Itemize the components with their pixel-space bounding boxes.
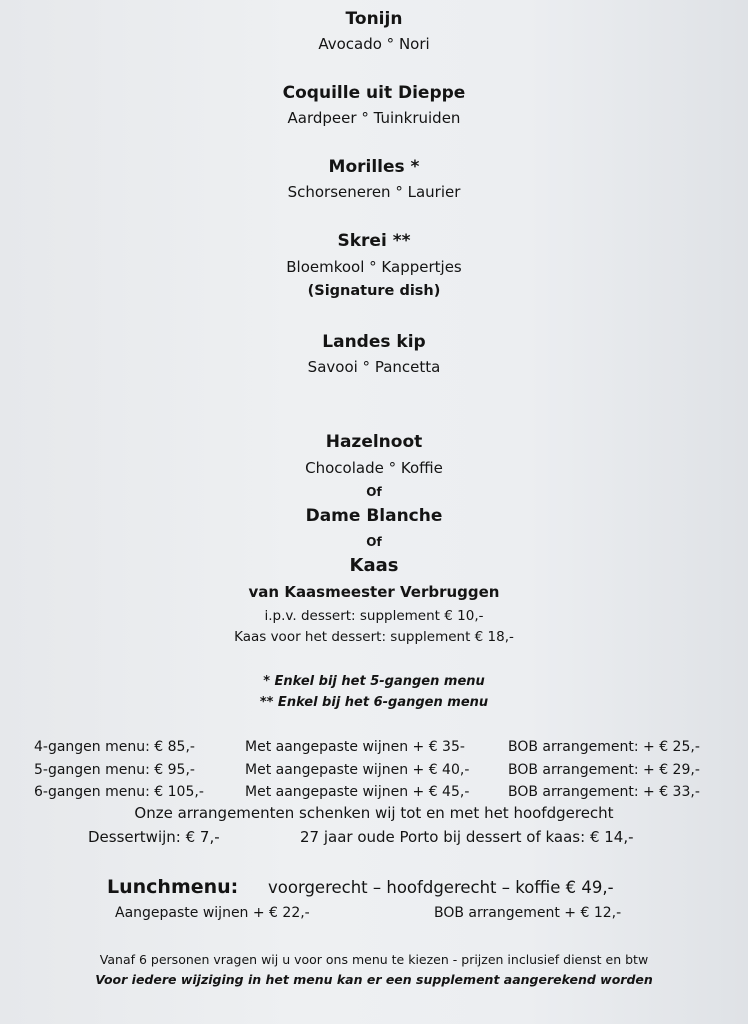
course-title: Tonijn <box>345 9 403 29</box>
course-title: Skrei ** <box>337 231 411 251</box>
arrangement-note: Onze arrangementen schenken wij tot en met het hoofdgerecht <box>134 804 614 822</box>
price-menu: 6-gangen menu: € 105,- <box>34 784 204 800</box>
dessert-alt-title: Dame Blanche <box>305 506 443 526</box>
course-description: Savooi ° Pancetta <box>307 358 441 376</box>
course-description: Avocado ° Nori <box>318 35 430 53</box>
footer-info: Vanaf 6 personen vragen wij u voor ons menu te kiezen - prijzen inclusief dienst en btw <box>99 952 649 967</box>
price-menu: 4-gangen menu: € 85,- <box>34 739 195 755</box>
footer-warning: Voor iedere wijziging in het menu kan er een supplement aangerekend worden <box>95 972 653 987</box>
course-description: Aardpeer ° Tuinkruiden <box>287 109 461 127</box>
lunch-bob-price: BOB arrangement + € 12,- <box>434 905 622 921</box>
price-bob: BOB arrangement: + € 33,- <box>508 784 700 800</box>
porto-price: 27 jaar oude Porto bij dessert of kaas: € 14,- <box>300 828 634 846</box>
lunch-wine-price: Aangepaste wijnen + € 22,- <box>115 905 310 921</box>
price-wine: Met aangepaste wijnen + € 35- <box>245 739 465 755</box>
signature-dish-label: (Signature dish) <box>307 283 441 299</box>
or-separator: Of <box>366 485 382 499</box>
price-wine: Met aangepaste wijnen + € 40,- <box>245 762 470 778</box>
price-wine: Met aangepaste wijnen + € 45,- <box>245 784 470 800</box>
dessert-title: Hazelnoot <box>325 432 423 452</box>
lunch-menu-title: Lunchmenu: <box>107 876 239 898</box>
dessert-wine-price: Dessertwijn: € 7,- <box>88 828 220 846</box>
cheese-supplier: van Kaasmeester Verbruggen <box>248 583 500 601</box>
course-description: Bloemkool ° Kappertjes <box>286 258 462 276</box>
footnote-6-course: ** Enkel bij het 6-gangen menu <box>259 695 489 710</box>
footnote-5-course: * Enkel bij het 5-gangen menu <box>263 674 485 689</box>
course-title: Landes kip <box>322 332 426 352</box>
price-bob: BOB arrangement: + € 29,- <box>508 762 700 778</box>
cheese-title: Kaas <box>349 555 399 576</box>
course-title: Morilles * <box>328 157 420 177</box>
or-separator: Of <box>366 535 382 549</box>
cheese-supplement: Kaas voor het dessert: supplement € 18,- <box>234 629 514 645</box>
dessert-description: Chocolade ° Koffie <box>305 459 443 477</box>
lunch-menu-line: voorgerecht – hoofdgerecht – koffie € 49,- <box>268 878 614 897</box>
cheese-supplement: i.p.v. dessert: supplement € 10,- <box>264 608 484 624</box>
course-description: Schorseneren ° Laurier <box>287 183 461 201</box>
course-title: Coquille uit Dieppe <box>282 83 466 103</box>
price-menu: 5-gangen menu: € 95,- <box>34 762 195 778</box>
price-bob: BOB arrangement: + € 25,- <box>508 739 700 755</box>
